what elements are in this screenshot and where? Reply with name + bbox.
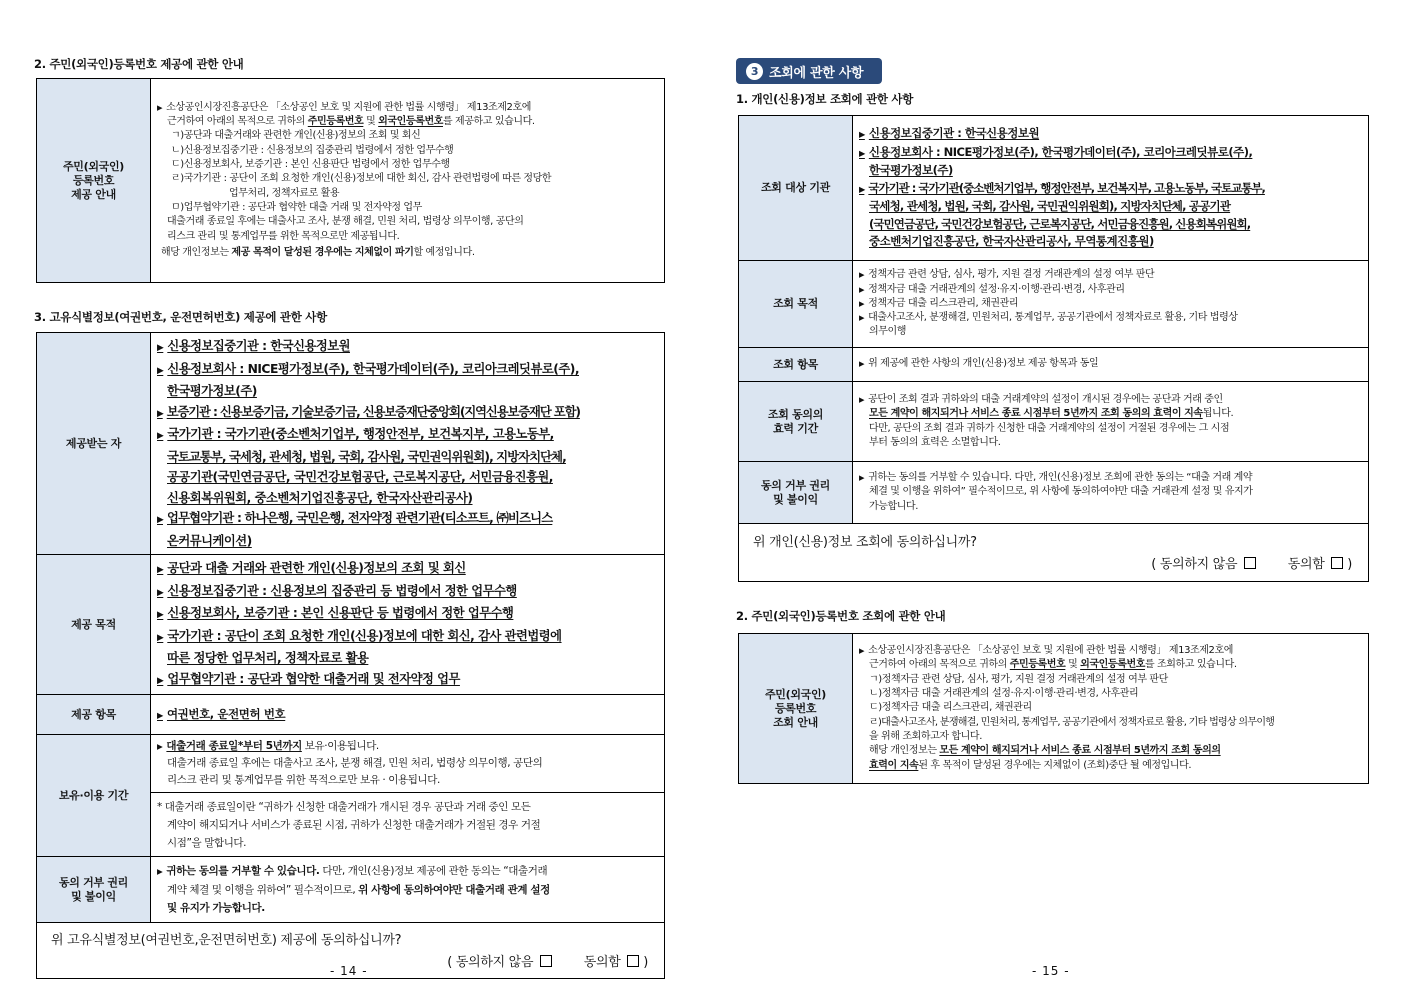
resident-id-inquiry-table (738, 633, 1369, 784)
resident-id-inquiry-content: ▶ 소상공인시장진흥공단은 「소상공인 보호 및 지원에 관한 법률 시행령」 제13조제2호에 근거하여 아래의 목적으로 귀하의 주민등록번호 및 외국인등록번호를 조회하고 있습니다. ㄱ)정책자금 관련 상담, 심사, 평가, 지원 결정 거래관계의 설정 여부 판단 ㄴ)정책자금 대출 거래관계의 설정·유지·이행·관리·변경, 사후관리 ㄷ)정책자금 대출 리스크관리, 채권관리 ㄹ)대출사고조사, 분쟁해결, 민원처리, 통계업무, 공공기관에서 정책자료로 활용, 기타 법령상 의무이행 을 위해 조회하고자 합니다. 해당 개인정보는 모든 계약이 해지되거나 서비스 종료 시점부터 5년까지 조회 동의의 효력이 지속된 후 목적이 달성된 경우에는 지체없이 (조회)중단 될 예정입니다. (853, 634, 1369, 784)
list-item: ㄷ)신용정보회사, 보증기관 : 본인 신용판단 법령에서 정한 업무수행 (171, 159, 450, 171)
inquiry-targets-label: 조회 대상 기관 (739, 116, 853, 261)
consent-question-credit-inquiry: 위 개인(신용)정보 조회에 동의하십니까? ( 동의하지 않음 동의함 ) (739, 524, 1369, 582)
resident-id-inquiry-label: 주민(외국인) 등록번호 조회 안내 (739, 634, 853, 784)
page-number: - 15 - (1032, 964, 1070, 978)
page-15 (702, 0, 1403, 992)
list-item: ㄷ)정책자금 대출 리스크관리, 채권관리 (869, 702, 1032, 714)
section-title-resident-id-inquiry: 2. 주민(외국인)등록번호 조회에 관한 안내 (736, 609, 946, 623)
agree-checkbox[interactable] (627, 955, 639, 967)
credit-inquiry-table (738, 115, 1369, 582)
retention-label: 보유·이용 기간 (37, 735, 151, 857)
retention-content: ▶ 대출거래 종료일*부터 5년까지 보유·이용됩니다. 대출거래 종료일 후에는 대출사고 조사, 분쟁 해결, 민원 처리, 법령상 의무이행, 공단의 리스크 관리 및 통계업무를 위한 목적으로만 보유 · 이용됩니다. (151, 735, 665, 793)
purpose-label: 제공 목적 (37, 555, 151, 695)
section-title-unique-id-provision: 3. 고유식별정보(여권번호, 운전면허번호) 제공에 관한 사항 (34, 310, 327, 324)
consent-period-content: ▶ 공단이 조회 결과 귀하와의 대출 거래계약의 설정이 개시된 경우에는 공단과 거래 중인 모든 계약이 해지되거나 서비스 종료 시점부터 5년까지 조회 동의의 효력이 지속됩니다. 다만, 공단의 조회 결과 귀하가 신청한 대출 거래계약의 설정이 거절된 경우에는 그 시점 부터 동의의 효력은 소멸합니다. (853, 382, 1369, 462)
unique-id-provision-table (36, 332, 665, 979)
list-item: ㅁ)업무협약기관 : 공단과 협약한 대출 거래 및 전자약정 업무 (171, 201, 422, 213)
inquiry-items-content: ▶ 위 제공에 관한 사항의 개인(신용)정보 제공 항목과 동일 (853, 348, 1369, 382)
inquiry-refusal-label: 동의 거부 권리 및 불이익 (739, 462, 853, 524)
circled-number-icon: 3 (746, 63, 763, 80)
section-badge-inquiry: 3 조회에 관한 사항 (736, 58, 882, 84)
inquiry-items-label: 조회 항목 (739, 348, 853, 382)
resident-id-provision-content: ▶ 소상공인시장진흥공단은 「소상공인 보호 및 지원에 관한 법률 시행령」 제13조제2호에 근거하여 아래의 목적으로 귀하의 주민등록번호 및 외국인등록번호를 제공하고 있습니다. ㄱ)공단과 대출거래와 관련한 개인(신용)정보의 조회 및 회신 ㄴ)신용정보집중기관 : 신용정보의 집중관리 법령에서 정한 업무수행 ㄷ)신용정보회사, 보증기관 : 본인 신용판단 법령에서 정한 업무수행 ㄹ)국가기관 : 공단이 조회 요청한 개인(신용)정보에 대한 회신, 감사 관련법령에 따른 정당한 업무처리, 정책자료로 활용 ㅁ)업무협약기관 : 공단과 협약한 대출 거래 및 전자약정 업무 대출거래 종료일 후에는 대출사고 조사, 분쟁 해결, 민원 처리, 법령상 의무이행, 공단의 리스크 관리 및 통계업무를 위한 목적으로만 제공됩니다. 해당 개인정보는 제공 목적이 달성된 경우에는 지체없이 파기할 예정입니다. (151, 79, 665, 283)
section-title-resident-id-provision: 2. 주민(외국인)등록번호 제공에 관한 안내 (34, 57, 244, 71)
inquiry-purpose-label: 조회 목적 (739, 261, 853, 348)
inquiry-purpose-content: ▶ 정책자금 관련 상담, 심사, 평가, 지원 결정 거래관계의 설정 여부 판단 ▶ 정책자금 대출 거래관계의 설정·유지·이행·관리·변경, 사후관리 ▶ 정책자금 대출 리스크관리, 채권관리 ▶ 대출사고조사, 분쟁해결, 민원처리, 통계업무, 공공기관에서 정책자료로 활용, 기타 법령상 의무이행 (853, 261, 1369, 348)
disagree-checkbox[interactable] (540, 955, 552, 967)
page-14 (0, 0, 701, 992)
consent-period-label: 조회 동의의 효력 기간 (739, 382, 853, 462)
list-item: ㄹ)대출사고조사, 분쟁해결, 민원처리, 통계업무, 공공기관에서 정책자료로 활용, 기타 법령상 의무이행 (869, 716, 1275, 728)
section-title-credit-inquiry: 1. 개인(신용)정보 조회에 관한 사항 (736, 92, 914, 106)
list-item: ㄴ)정책자금 대출 거래관계의 설정·유지·이행·관리·변경, 사후관리 (869, 688, 1139, 700)
provided-items-content: ▶ 여권번호, 운전면허 번호 (151, 695, 665, 735)
refusal-content: ▶ 귀하는 동의를 거부할 수 있습니다. 다만, 개인(신용)정보 제공에 관한 동의는 “대출거래 계약 체결 및 이행을 위하여” 필수적이므로, 위 사항에 동의하여야만 대출거래 관계 설정 및 유지가 가능합니다. (151, 857, 665, 923)
agree-checkbox[interactable] (1331, 557, 1343, 569)
purpose-content: ▶ 공단과 대출 거래와 관련한 개인(신용)정보의 조회 및 회신 ▶ 신용정보집중기관 : 신용정보의 집중관리 등 법령에서 정한 업무수행 ▶ 신용정보회사, 보증기관 : 본인 신용판단 등 법령에서 정한 업무수행 ▶ 국가기관 : 공단이 조회 요청한 개인(신용)정보에 대한 회신, 감사 관련법령에 따른 정당한 업무처리, 정책자료로 활용 ▶ 업무협약기관 : 공단과 협약한 대출거래 및 전자약정 업무 (151, 555, 665, 695)
list-item: ㄱ)공단과 대출거래와 관련한 개인(신용)정보의 조회 및 회신 (171, 130, 421, 142)
retention-note: * 대출거래 종료일이란 “귀하가 신청한 대출거래가 개시된 경우 공단과 거래 중인 모든 계약이 해지되거나 서비스가 종료된 시점, 귀하가 신청한 대출거래가 거절된 경우 거절 시점”을 말합니다. (151, 793, 665, 857)
refusal-label: 동의 거부 권리 및 불이익 (37, 857, 151, 923)
resident-id-provision-label: 주민(외국인) 등록번호 제공 안내 (37, 79, 151, 283)
page-number: - 14 - (330, 964, 368, 978)
consent-question-unique-id: 위 고유식별정보(여권번호,운전면허번호) 제공에 동의하십니까? ( 동의하지 않음 동의함 ) (37, 923, 665, 979)
list-item: ㄹ)국가기관 : 공단이 조회 요청한 개인(신용)정보에 대한 회신, 감사 관련법령에 따른 정당한 (171, 173, 552, 185)
list-item: ㄴ)신용정보집중기관 : 신용정보의 집중관리 법령에서 정한 업무수행 (171, 144, 454, 156)
recipients-label: 제공받는 자 (37, 333, 151, 555)
resident-id-provision-table (36, 78, 665, 283)
inquiry-refusal-content: ▶ 귀하는 동의를 거부할 수 있습니다. 다만, 개인(신용)정보 조회에 관한 동의는 “대출 거래 계약 체결 및 이행을 위하여” 필수적이므로, 위 사항에 동의하여야만 대출 거래관계 설정 및 유지가 가능합니다. (853, 462, 1369, 524)
disagree-checkbox[interactable] (1244, 557, 1256, 569)
recipients-content: ▶ 신용정보집중기관 : 한국신용정보원 ▶ 신용정보회사 : NICE평가정보(주), 한국평가데이터(주), 코리아크레딧뷰로(주), 한국평가정보(주) ▶ 보증기관 : 신용보증기금, 기술보증기금, 신용보증재단중앙회(지역신용보증재단 포함) ▶ 국가기관 : 국가기관(중소벤처기업부, 행정안전부, 보건복지부, 고용노동부, 국토교통부, 국세청, 관세청, 법원, 국회, 감사원, 국민권익위원회), 지방자치단체, 공공기관(국민연금공단, 국민건강보험공단, 근로복지공단, 서민금융진흥원, 신용회복위원회, 중소벤처기업진흥공단, 한국자산관리공사) ▶ 업무협약기관 : 하나은행, 국민은행, 전자약정 관련기관(티소프트, ㈜비즈니스 온커뮤니케이션) (151, 333, 665, 555)
inquiry-targets-content: ▶ 신용정보집중기관 : 한국신용정보원 ▶ 신용정보회사 : NICE평가정보(주), 한국평가데이터(주), 코리아크레딧뷰로(주), 한국평가정보(주) ▶ 국가기관 : 국가기관(중소벤처기업부, 행정안전부, 보건복지부, 고용노동부, 국토교통부, 국세청, 관세청, 법원, 국회, 감사원, 국민권익위원회), 지방자치단체, 공공기관 (국민연금공단, 국민건강보험공단, 근로복지공단, 서민금융진흥원, 신용회복위원회, 중소벤처기업진흥공단, 한국자산관리공사, 무역통계진흥원) (853, 116, 1369, 261)
list-item: ㄱ)정책자금 관련 상담, 심사, 평가, 지원 결정 거래관계의 설정 여부 판단 (869, 673, 1168, 685)
provided-items-label: 제공 항목 (37, 695, 151, 735)
